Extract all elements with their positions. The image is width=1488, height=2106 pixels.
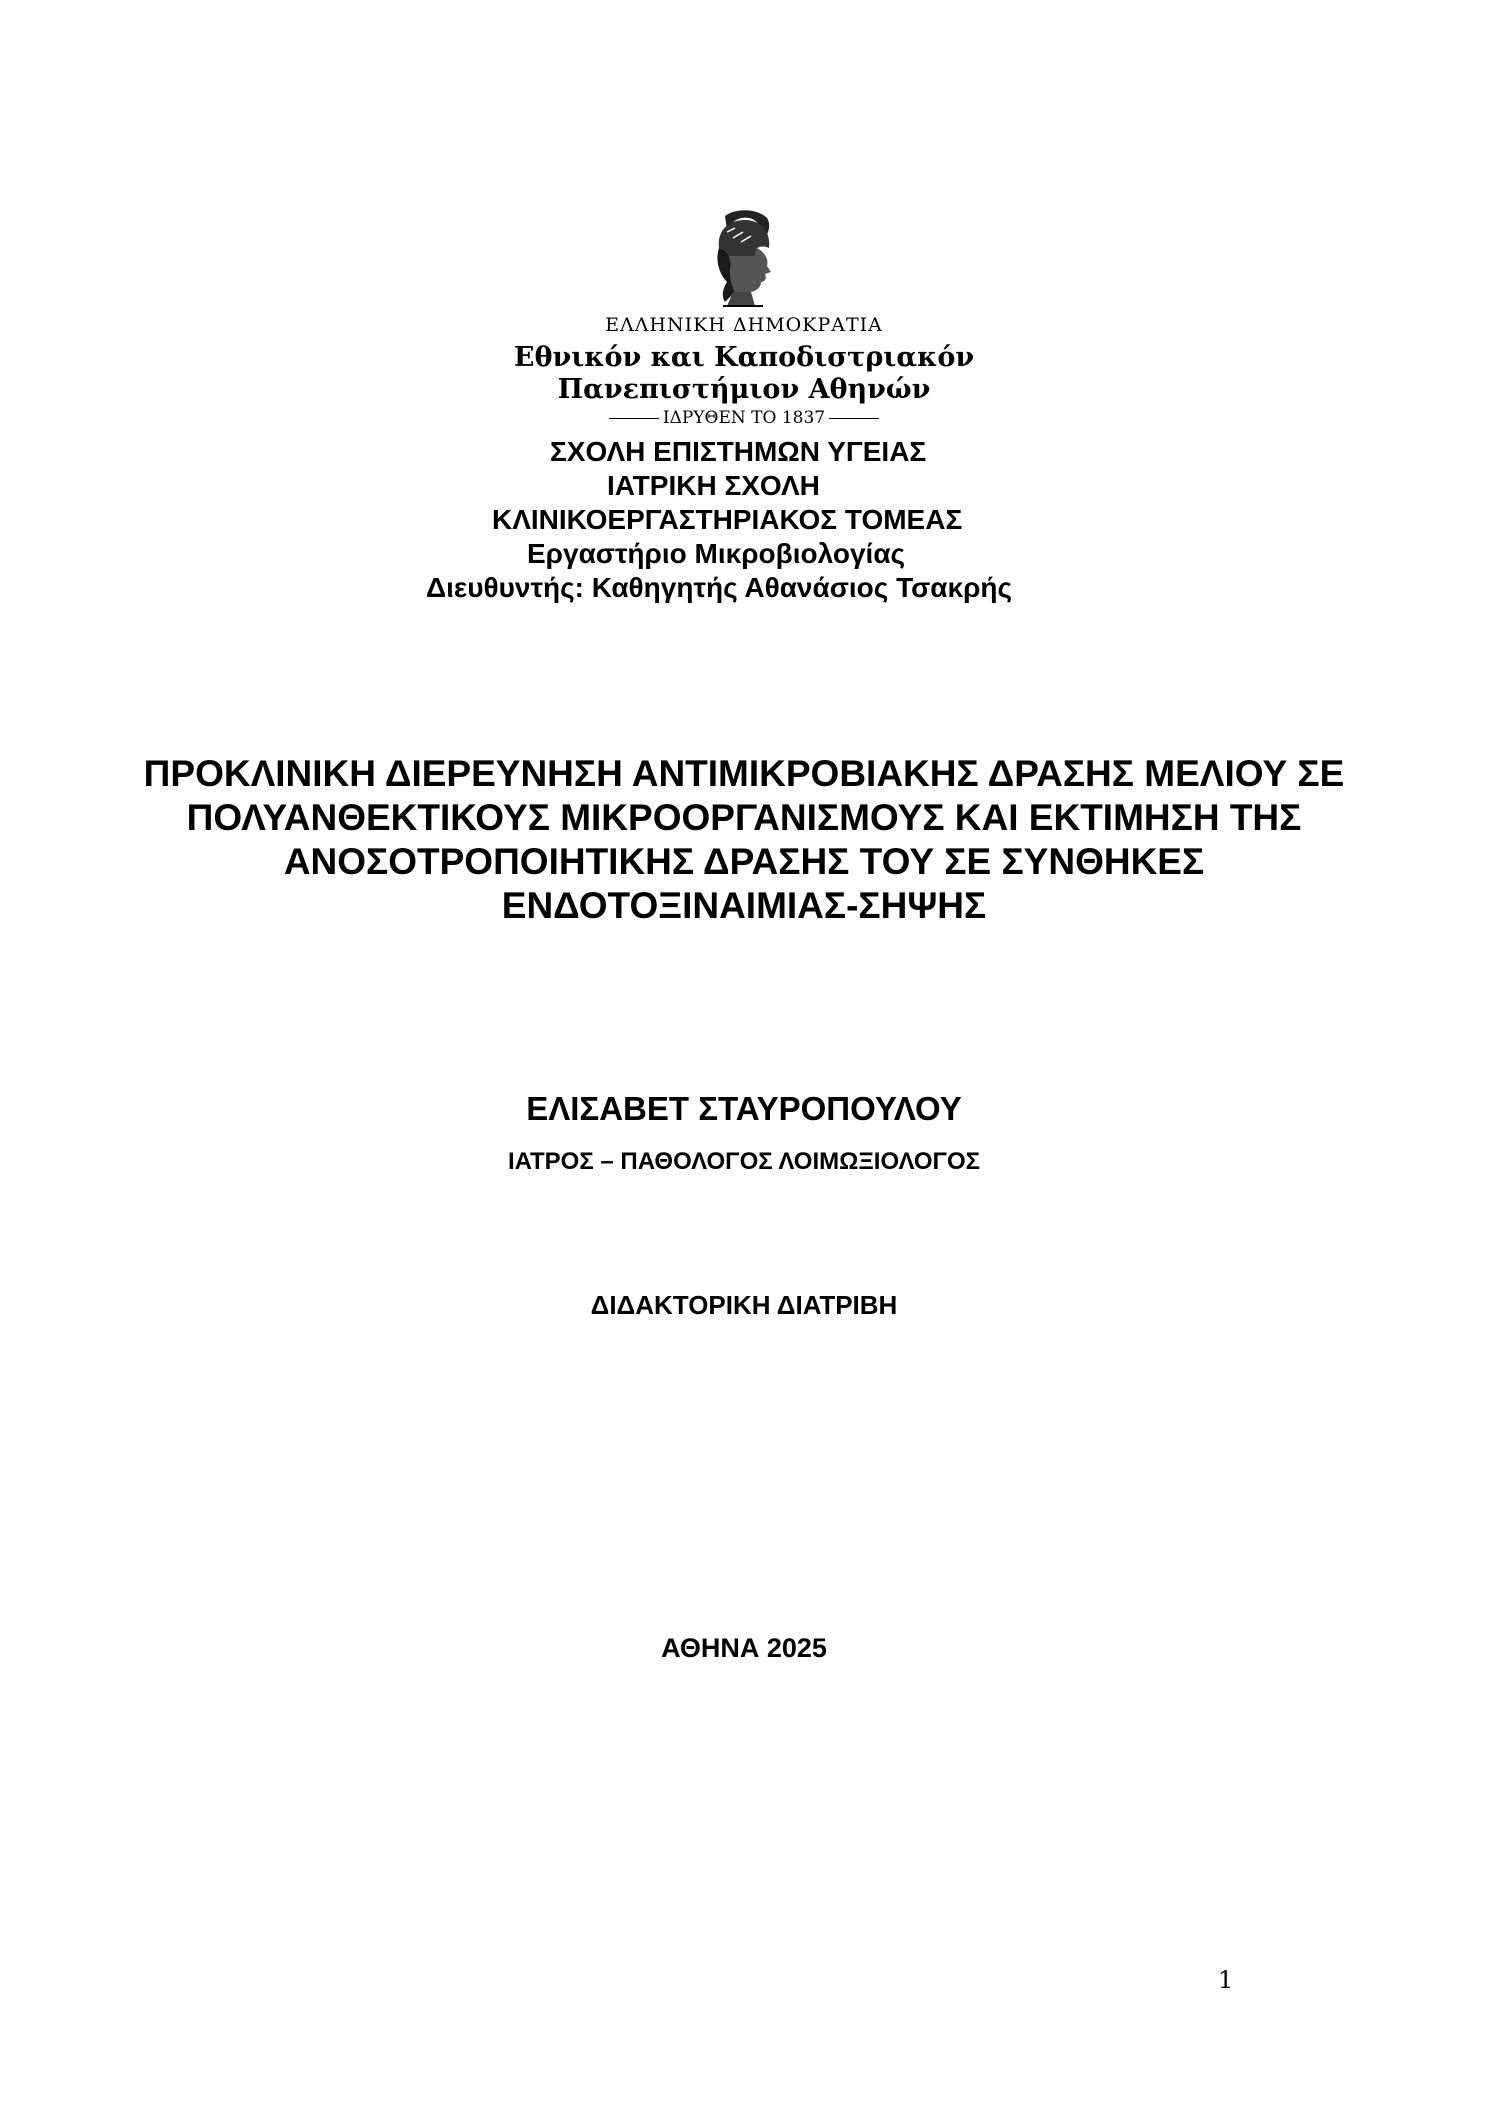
athena-head-icon xyxy=(705,208,783,308)
thesis-title-line: ΑΝΟΣΟΤΡΟΠΟΙΗΤΙΚΗΣ ΔΡΑΣΗΣ ΤΟΥ ΣΕ ΣΥΝΘΗΚΕΣ xyxy=(283,841,1205,882)
university-name-line1: Εθνικόν και Καποδιστριακόν xyxy=(513,342,975,373)
sector-name: ΚΛΙΝΙΚΟΕΡΓΑΣΤΗΡΙΑΚΟΣ ΤΟΜΕΑΣ xyxy=(492,504,963,535)
director-line: Διευθυντής: Καθηγητής Αθανάσιος Τσακρής xyxy=(426,572,1013,603)
divider xyxy=(829,418,879,419)
author-role: ΙΑΤΡΟΣ – ΠΑΘΟΛΟΓΟΣ ΛΟΙΜΩΞΙΟΛΟΓΟΣ xyxy=(507,1148,981,1175)
thesis-title-line: ΠΟΛΥΑΝΘΕΚΤΙΚΟΥΣ ΜΙΚΡΟΟΡΓΑΝΙΣΜΟΥΣ ΚΑΙ ΕΚΤΙΜΗΣΗ ΤΗΣ xyxy=(186,797,1302,838)
founded-label xyxy=(0,408,1488,428)
place-year: ΑΘΗΝΑ 2025 xyxy=(661,1633,827,1663)
thesis-title xyxy=(0,752,1488,928)
document-type: ΔΙΔΑΚΤΟΡΙΚΗ ΔΙΑΤΡΙΒΗ xyxy=(590,1290,898,1320)
divider xyxy=(609,418,659,419)
republic-label: ΕΛΛΗΝΙΚΗ ΔΗΜΟΚΡΑΤΙΑ xyxy=(605,314,883,336)
author-name: ΕΛΙΣΑΒΕΤ ΣΤΑΥΡΟΠΟΥΛΟΥ xyxy=(526,1090,962,1127)
university-name-line2: Πανεπιστήμιον Αθηνών xyxy=(557,374,931,405)
page-number: 1 xyxy=(1218,1966,1234,1994)
thesis-title-line: ΕΝΔΟΤΟΞΙΝΑΙΜΙΑΣ-ΣΗΨΗΣ xyxy=(501,885,987,926)
thesis-title-line: ΠΡΟΚΛΙΝΙΚΗ ΔΙΕΡΕΥΝΗΣΗ ΑΝΤΙΜΙΚΡΟΒΙΑΚΗΣ ΔΡΑΣΗΣ ΜΕΛΙΟΥ ΣΕ xyxy=(143,753,1345,794)
laboratory-name: Εργαστήριο Μικροβιολογίας xyxy=(527,538,906,569)
medical-school-name: ΙΑΤΡΙΚΗ ΣΧΟΛΗ xyxy=(607,470,820,501)
founded-text: ΙΔΡΥΘΕΝ ΤΟ 1837 xyxy=(662,408,826,428)
school-name: ΣΧΟΛΗ ΕΠΙΣΤΗΜΩΝ ΥΓΕΙΑΣ xyxy=(550,436,927,467)
